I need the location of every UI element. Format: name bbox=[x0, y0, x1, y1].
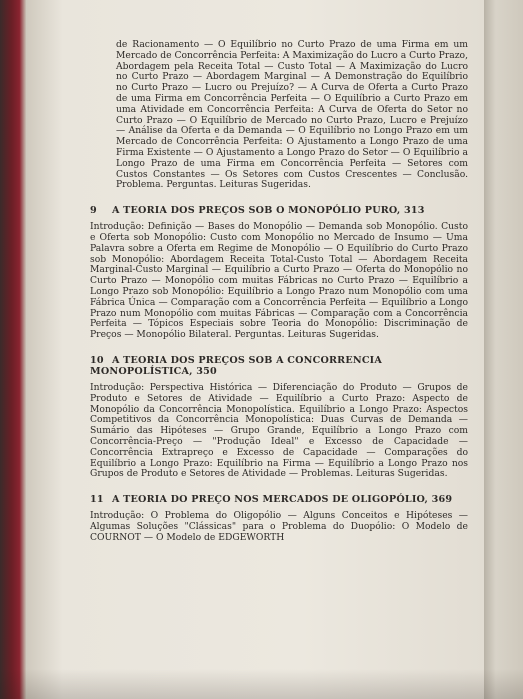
chapter-10-heading bbox=[90, 355, 468, 377]
book-page bbox=[26, 0, 484, 699]
chapter-9-title: A TEORIA DOS PREÇOS SOB O MONOPÓLIO PURO, 313 bbox=[112, 205, 425, 217]
chapter-9-number: 9 bbox=[90, 205, 97, 217]
next-page-edge bbox=[484, 0, 523, 699]
chapter-8-continuation: de Racionamento — O Equilíbrio no Curto Prazo de uma Firma em um Mercado de Concorrência Perfeita: A Maximização do Lucro a Curto Prazo, Abordagem pela Receita Total — Custo Total — A Maximização do Lucro no Curto Prazo — Abordagem Marginal — A Demonstração do Equilíbrio no Curto Prazo — Lucro ou Prejuízo? — A Curva de Oferta a Curto Prazo de uma Firma em Concorrência Perfeita — O Equilíbrio a Curto Prazo em uma Atividade em Concorrência Perfeita: A Curva de Oferta do Setor no Curto Prazo — O Equilíbrio de Mercado no Curto Prazo, Lucro e Prejuízo — Análise da Oferta e da Demanda — O Equilíbrio no Longo Prazo em um Mercado de Concorrência Perfeita: O Ajustamento a Longo Prazo de uma Firma Existente — O Ajustamento a Longo Prazo do Setor — O Equilíbrio a Longo Prazo de uma Firma em Concorrência Perfeita — Setores com Custos Constantes — Os Setores com Custos Crescentes — Conclusão. Problema. Perguntas. Leituras Sugeridas. bbox=[116, 39, 468, 191]
chapter-9-heading bbox=[90, 205, 468, 216]
chapter-9-contents: Introdução: Definição — Bases do Monopólio — Demanda sob Monopólio. Custo e Oferta sob Monopólio: Custo com Monopólio no Mercado de Insumo — Uma Palavra sobre a Oferta em Regime de Monopólio — O Equilíbrio do Curto Prazo sob Monopólio: Abordagem Receita Total-Custo Total — Abordagem Receita Marginal-Custo Marginal — Equilíbrio a Curto Prazo — Oferta do Monopólio no Curto Prazo — Monopólio com muitas Fábricas no Curto Prazo — Equilíbrio a Longo Prazo sob Monopólio: Equilíbrio a Longo Prazo num Monopólio com uma Fábrica Única — Comparação com a Concorrência Perfeita — Equilíbrio a Longo Prazo num Monopólio com muitas Fábricas — Comparação com a Concorrência Perfeita — Tópicos Especiais sobre Teoria do Monopólio: Discriminação de Preços — Monopólio Bilateral. Perguntas. Leituras Sugeridas. bbox=[90, 221, 468, 341]
chapter-10-number: 10 bbox=[90, 354, 104, 366]
chapter-11-contents: Introdução: O Problema do Oligopólio — Alguns Conceitos e Hipóteses — Algumas Soluções "Clássicas" para o Problema do Duopólio: O Modelo de COURNOT — O Modelo de EDGEWORTH bbox=[90, 510, 468, 543]
chapter-10-title: A TEORIA DOS PREÇOS SOB A CONCORRENCIA MONOPOLÍSTICA, 350 bbox=[90, 354, 383, 377]
chapter-11-heading bbox=[90, 494, 468, 505]
chapter-10-contents: Introdução: Perspectiva Histórica — Diferenciação do Produto — Grupos de Produto e Setores de Atividade — Equilíbrio a Curto Prazo: Aspecto de Monopólio da Concorrência Monopolística. Equilíbrio a Longo Prazo: Aspectos Competitivos da Concorrência Monopolística: Duas Curvas de Demanda — Sumário das Hipóteses — Grupo Grande, Equilíbrio a Longo Prazo com Concorrência-Preço — "Produção Ideal" e Excesso de Capacidade — Concorrência Extrapreço e Excesso de Capacidade — Comparações do Equilíbrio a Longo Prazo: Equilíbrio na Firma — Equilíbrio a Longo Prazo nos Grupos de Produto e Setores de Atividade — Problemas. Leituras Sugeridas. bbox=[90, 381, 468, 480]
chapter-11-title: A TEORIA DO PREÇO NOS MERCADOS DE OLIGOPÓLIO, 369 bbox=[112, 494, 453, 506]
book-spine-edge bbox=[0, 0, 26, 699]
table-of-contents bbox=[90, 40, 468, 543]
chapter-11-number: 11 bbox=[90, 494, 104, 506]
